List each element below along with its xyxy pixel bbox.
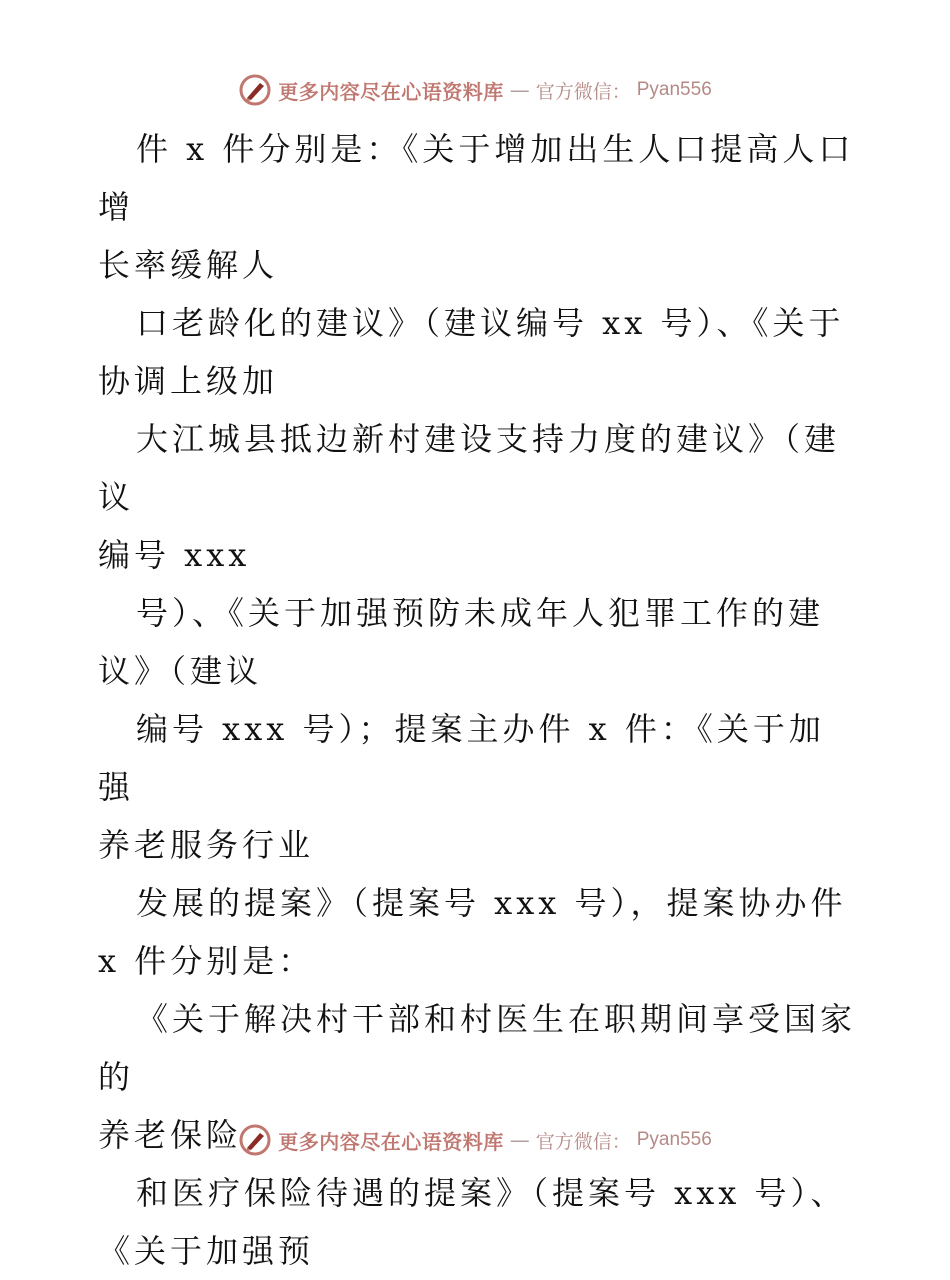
line-continuation: 协调上级加 [98, 362, 279, 400]
watermark-brand: 更多内容尽在心语资料库 [278, 79, 504, 104]
watermark-contact-label: 官方微信： [535, 80, 631, 103]
paragraph-line [98, 1164, 858, 1280]
line-first: 编号 xxx 号）；提案主办件 x 件：《关于加强 [98, 710, 825, 806]
paragraph-line [98, 120, 858, 294]
line-continuation: x 件分别是： [98, 942, 315, 980]
paragraph-line [98, 410, 858, 584]
line-first: 大江城县抵边新村建设支持力度的建议》（建议 [98, 420, 841, 516]
watermark-separator: — [509, 78, 530, 102]
document-body [98, 120, 858, 1280]
watermark-contact-label: 官方微信： [535, 1130, 631, 1153]
line-continuation: 《关于加强预 [98, 1232, 315, 1270]
line-first: 号）、《关于加强预防未成年人犯罪工作的建 [136, 594, 825, 632]
line-continuation: 长率缓解人 [98, 246, 279, 284]
paragraph-line [98, 700, 858, 874]
watermark-brand: 更多内容尽在心语资料库 [278, 1129, 504, 1154]
watermark-wechat-id: Pyan556 [636, 79, 712, 100]
line-first: 《关于解决村干部和村医生在职期间享受国家的 [98, 1000, 857, 1096]
footer-watermark [0, 1120, 950, 1160]
pen-circle-logo-icon [238, 1123, 272, 1157]
paragraph-line [98, 584, 858, 700]
watermark-wechat-id: Pyan556 [636, 1129, 712, 1150]
watermark-separator: — [509, 1128, 530, 1152]
paragraph-line [98, 874, 858, 990]
paragraph-line [98, 294, 858, 410]
line-continuation: 养老保险 [98, 1116, 243, 1154]
line-continuation: 议》（建议 [98, 652, 263, 690]
header-watermark [0, 70, 950, 110]
line-first: 发展的提案》（提案号 xxx 号），提案协办件 [136, 884, 847, 922]
line-first: 和医疗保险待遇的提案》（提案号 xxx 号）、 [136, 1174, 847, 1212]
line-continuation: 编号 xxx [98, 536, 251, 574]
line-continuation: 养老服务行业 [98, 826, 315, 864]
line-first: 件 x 件分别是：《关于增加出生人口提高人口增 [98, 130, 855, 226]
line-first: 口老龄化的建议》（建议编号 xx 号）、《关于 [136, 304, 845, 342]
pen-circle-logo-icon [238, 73, 272, 107]
